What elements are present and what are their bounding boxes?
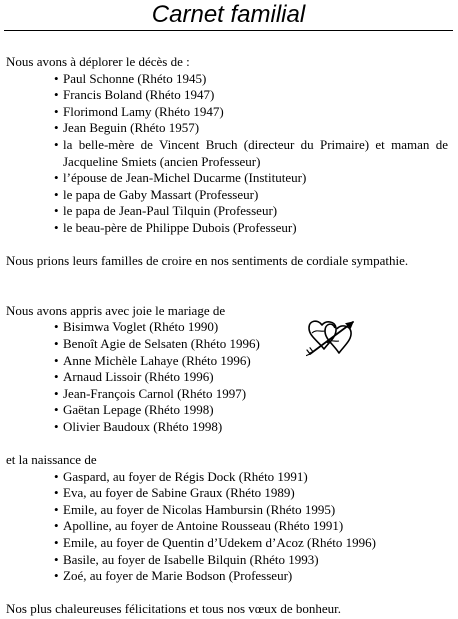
spacer [6,585,448,602]
list-item: • le beau-père de Philippe Dubois (Professeur) [54,220,448,237]
list-item: • Gaspard, au foyer de Régis Dock (Rhéto 1991) [54,469,448,486]
list-item: • Olivier Baudoux (Rhéto 1998) [54,419,448,436]
mariages-intro: Nous avons appris avec joie le mariage de [6,302,226,318]
list-item: • Emile, au foyer de Quentin d’Udekem d’Acoz (Rhéto 1996) [54,535,448,552]
page-content [6,54,448,618]
list-item: • le papa de Gaby Massart (Professeur) [54,187,448,204]
list-item: • Eva, au foyer de Sabine Graux (Rhéto 1989) [54,485,448,502]
naissances-closing: Nos plus chaleureuses félicitations et tous nos vœux de bonheur. [6,601,342,617]
list-item: • Benoît Agie de Selsaten (Rhéto 1996) [54,336,448,353]
spacer [6,237,448,254]
hearts-arrow-icon [306,316,356,362]
list-item: • Jean Beguin (Rhéto 1957) [54,120,448,137]
mariages-section [6,303,448,436]
naissances-intro: et la naissance de [6,452,97,468]
deces-intro: Nous avons à déplorer le décès de : [6,54,190,69]
list-item: • Zoé, au foyer de Marie Bodson (Professeur) [54,568,448,585]
deces-closing: Nous prions leurs familles de croire en nos sentiments de cordiale sympathie. [6,253,409,269]
list-item: • le papa de Jean-Paul Tilquin (Professeur) [54,203,448,220]
naissances-list [6,469,448,585]
spacer [6,270,448,303]
page-title: Carnet familial [151,1,306,28]
list-item: • Emile, au foyer de Nicolas Hambursin (Rhéto 1995) [54,502,448,519]
list-item: • Bisimwa Voglet (Rhéto 1990) [54,319,448,336]
list-item: • Basile, au foyer de Isabelle Bilquin (Rhéto 1993) [54,552,448,569]
list-item: • Apolline, au foyer de Antoine Rousseau (Rhéto 1991) [54,518,448,535]
mariages-list [6,319,448,435]
deces-section [6,54,448,270]
spacer [6,435,448,452]
naissances-section [6,452,448,618]
list-item: • Paul Schonne (Rhéto 1945) [54,71,448,88]
list-item: • Anne Michèle Lahaye (Rhéto 1996) [54,353,448,370]
list-item: • Arnaud Lissoir (Rhéto 1996) [54,369,448,386]
list-item: • la belle-mère de Vincent Bruch (directeur du Primaire) et maman de Jacqueline Smiets (ancien Professeur) [54,137,448,170]
list-item: • Florimond Lamy (Rhéto 1947) [54,104,448,121]
list-item: • Francis Boland (Rhéto 1947) [54,87,448,104]
list-item: • Jean-François Carnol (Rhéto 1997) [54,386,448,403]
deces-list [6,71,448,237]
page-header [4,0,453,31]
list-item: • Gaëtan Lepage (Rhéto 1998) [54,402,448,419]
list-item: • l’épouse de Jean-Michel Ducarme (Instituteur) [54,170,448,187]
